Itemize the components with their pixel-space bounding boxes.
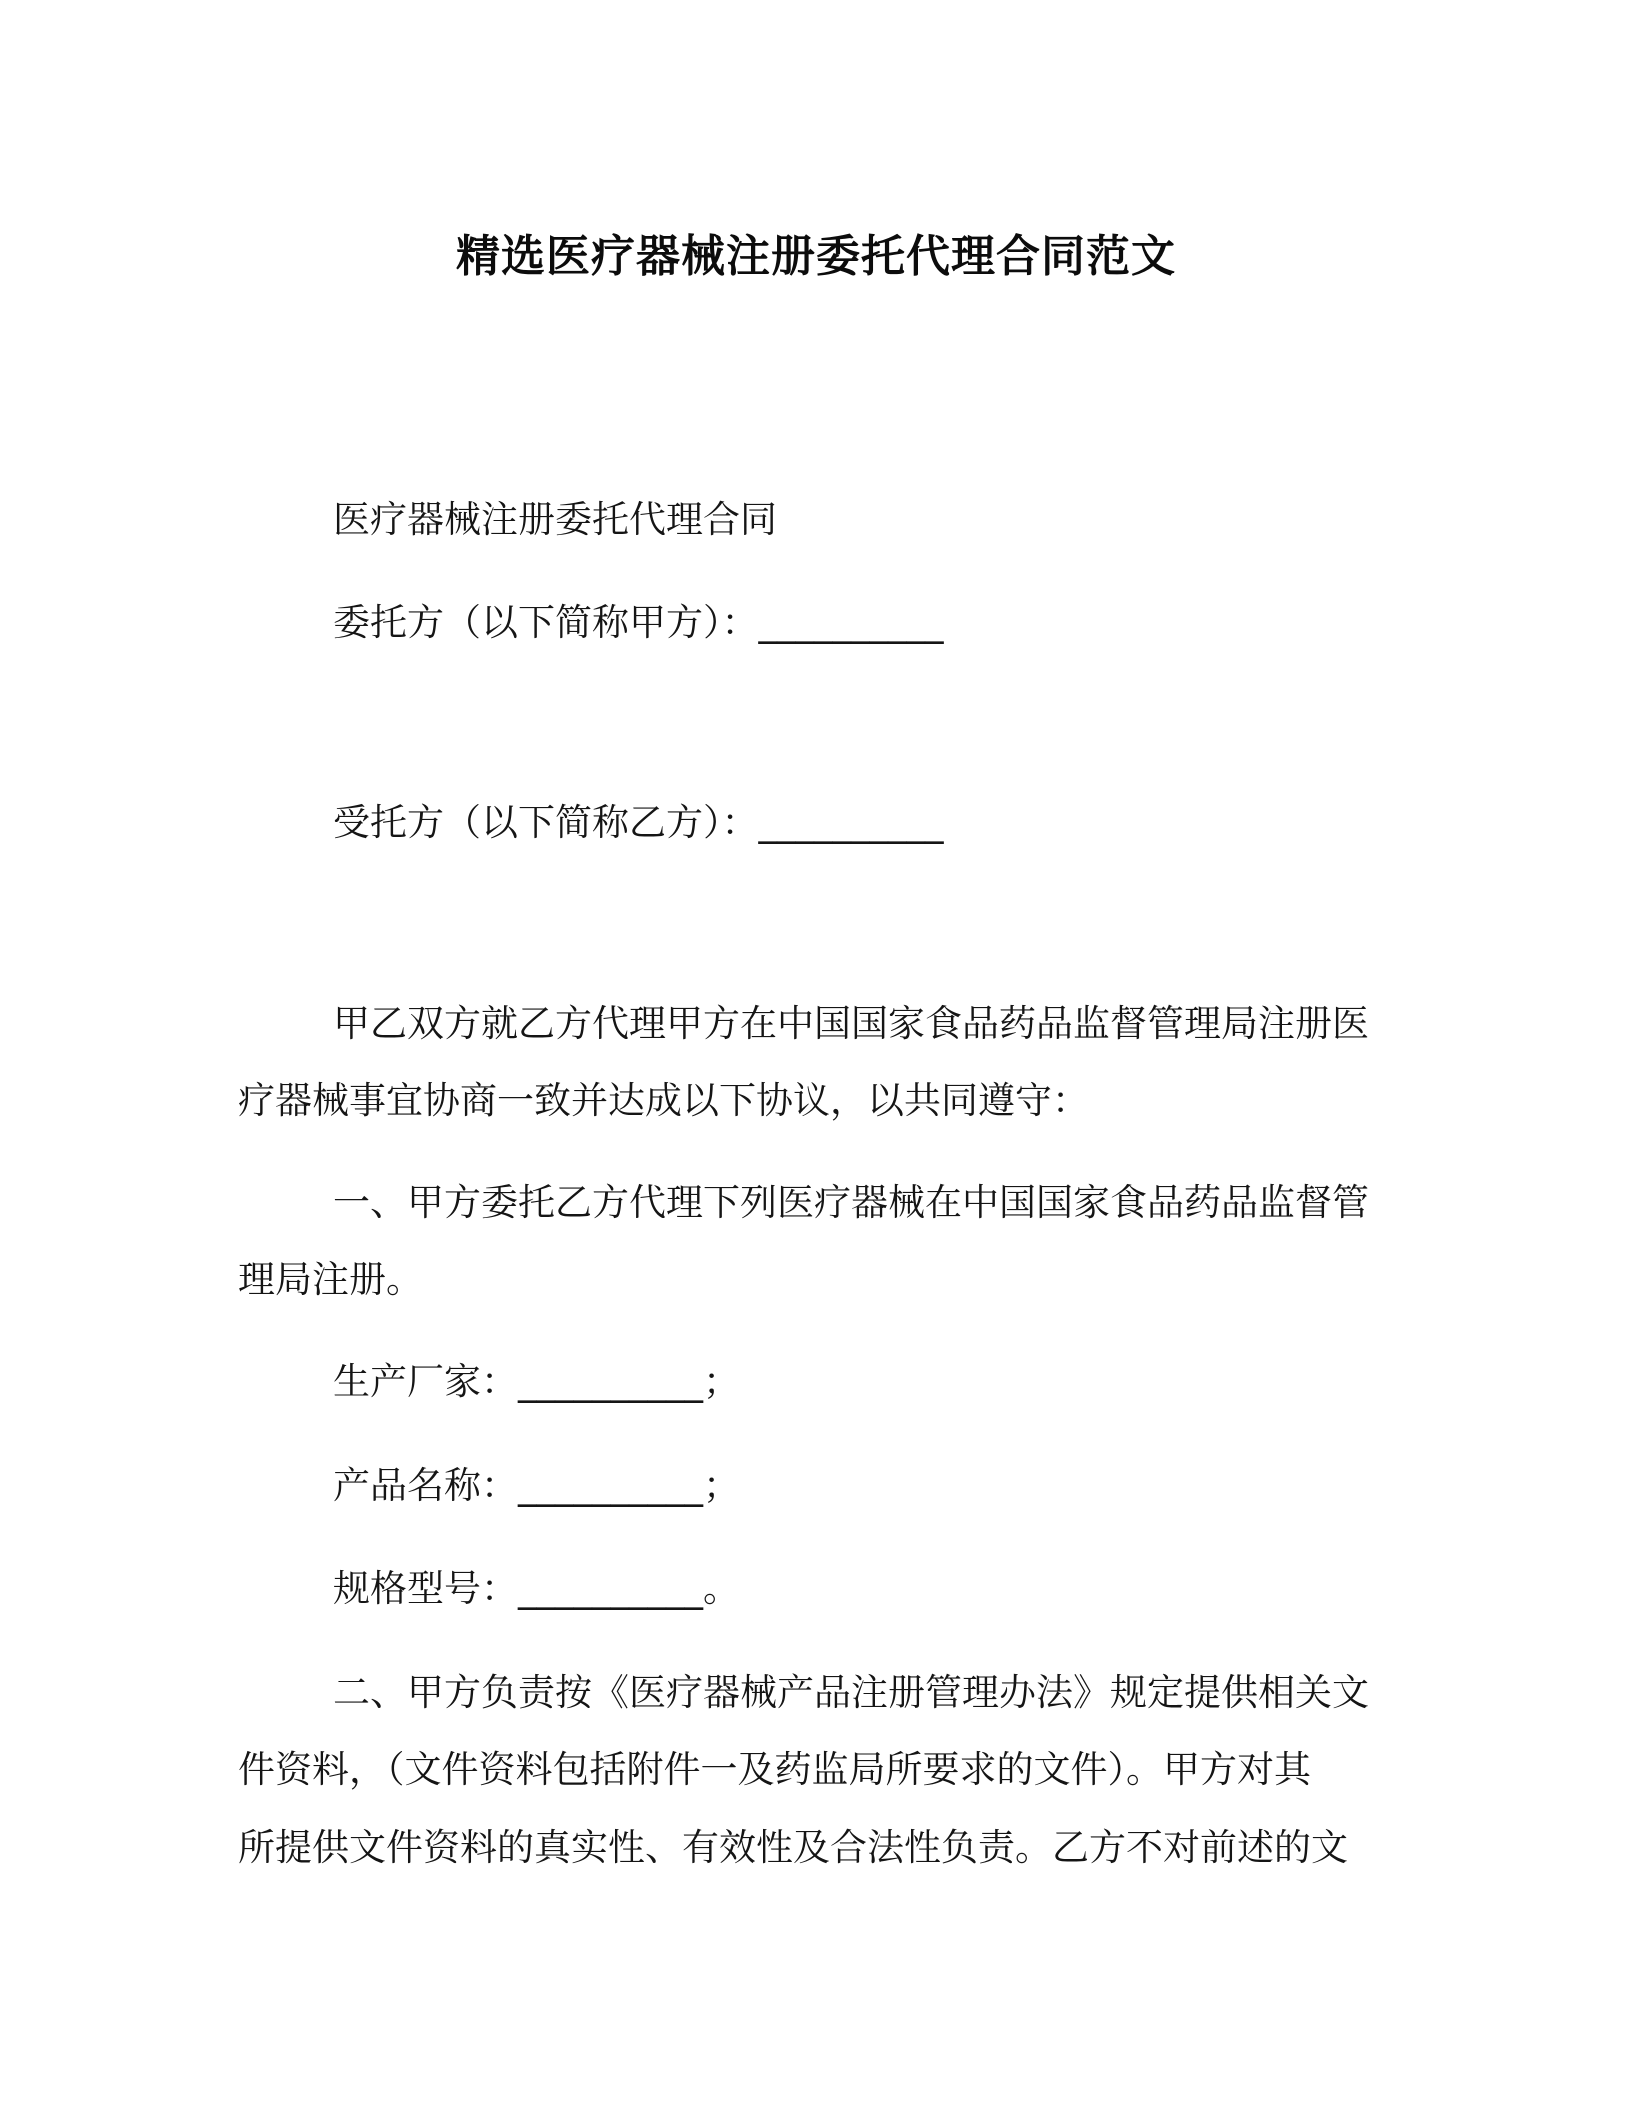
clause-2-line-3: 所提供文件资料的真实性、有效性及合法性负责。乙方不对前述的文 (238, 1826, 1348, 1869)
product-name-line: 产品名称：__________； (333, 1464, 740, 1507)
clause-2-line-1: 二、甲方负责按《医疗器械产品注册管理办法》规定提供相关文 (333, 1671, 1369, 1714)
manufacturer-line: 生产厂家：__________； (333, 1360, 740, 1403)
preamble-line-2: 疗器械事宜协商一致并达成以下协议，以共同遵守： (238, 1079, 1089, 1122)
party-b-line: 受托方（以下简称乙方）：__________ (333, 801, 944, 844)
clause-2-line-2: 件资料，（文件资料包括附件一及药监局所要求的文件）。甲方对其 (238, 1748, 1311, 1791)
clause-1-line-1: 一、甲方委托乙方代理下列医疗器械在中国国家食品药品监督管 (333, 1181, 1369, 1224)
preamble-line-1: 甲乙双方就乙方代理甲方在中国国家食品药品监督管理局注册医 (333, 1002, 1369, 1045)
document-title: 精选医疗器械注册委托代理合同范文 (456, 231, 1176, 282)
contract-heading: 医疗器械注册委托代理合同 (333, 498, 777, 541)
party-a-line: 委托方（以下简称甲方）：__________ (333, 601, 944, 644)
model-line: 规格型号：__________。 (333, 1567, 740, 1610)
clause-1-line-2: 理局注册。 (238, 1258, 423, 1301)
